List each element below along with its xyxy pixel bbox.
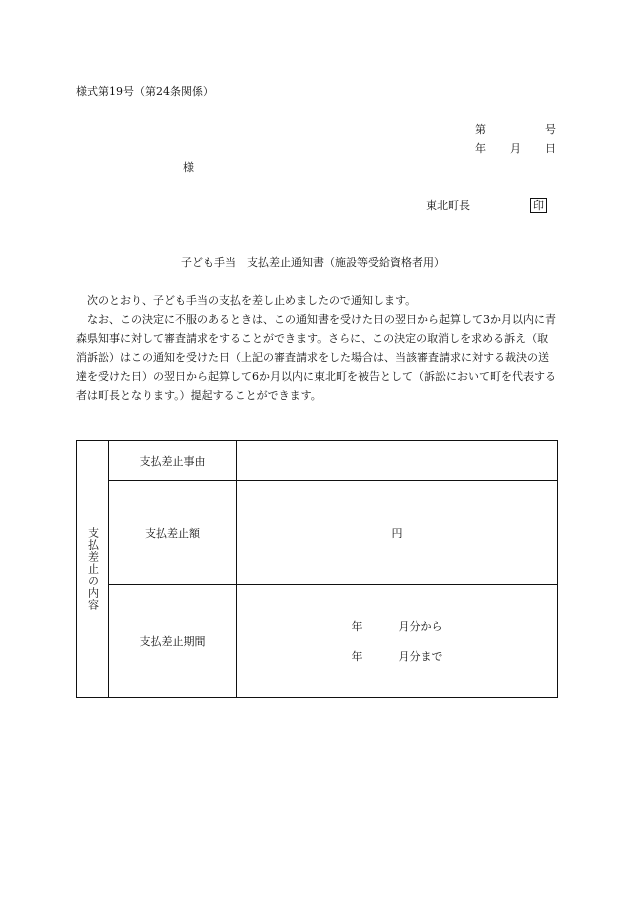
- section-label: 支払差止の内容: [77, 441, 109, 698]
- form-number: 様式第19号（第24条関係）: [76, 85, 214, 98]
- body-text: [76, 291, 559, 405]
- period-from-rest: 月分から: [398, 619, 443, 633]
- period-to: [237, 651, 557, 662]
- period-label: 支払差止期間: [109, 585, 237, 698]
- reason-label: 支払差止事由: [109, 441, 237, 481]
- reason-value: [237, 441, 558, 481]
- detail-table: [76, 440, 558, 698]
- period-value: [237, 585, 558, 698]
- number-prefix: 第: [475, 123, 486, 136]
- period-from-year: 年: [351, 619, 363, 633]
- date-month: 月: [510, 142, 521, 155]
- paragraph-appeal: なお、この決定に不服のあるときは、この通知書を受けた日の翌日から起算して3か月以内に青森県知事に対して審査請求をすることができます。さらに、この決定の取消しを求める訴え（取消訴訟）はこの通知を受けた日（上記の審査請求をした場合は、当該審査請求に対する裁決の送達を受けた日）の翌日から起算して6か月以内に東北町を被告として（訴訟において町を代表する者は町長となります。）提起することができます。: [76, 313, 556, 402]
- period-to-rest: 月分まで: [398, 649, 443, 663]
- paragraph-notice: 次のとおり、子ども手当の支払を差し止めましたので通知します。: [76, 294, 417, 307]
- amount-value: [237, 481, 558, 585]
- number-suffix: 号: [545, 123, 556, 136]
- issuer: 東北町長: [426, 199, 470, 212]
- period-from: [237, 621, 557, 632]
- document-title: 子ども手当 支払差止通知書（施設等受給資格者用）: [181, 256, 445, 269]
- amount-unit: 円: [391, 526, 403, 540]
- addressee-suffix: 様: [183, 161, 194, 174]
- date-day: 日: [545, 142, 556, 155]
- amount-label: 支払差止額: [109, 481, 237, 585]
- date-year: 年: [475, 142, 486, 155]
- period-to-year: 年: [351, 649, 363, 663]
- seal-mark: 印: [530, 198, 547, 213]
